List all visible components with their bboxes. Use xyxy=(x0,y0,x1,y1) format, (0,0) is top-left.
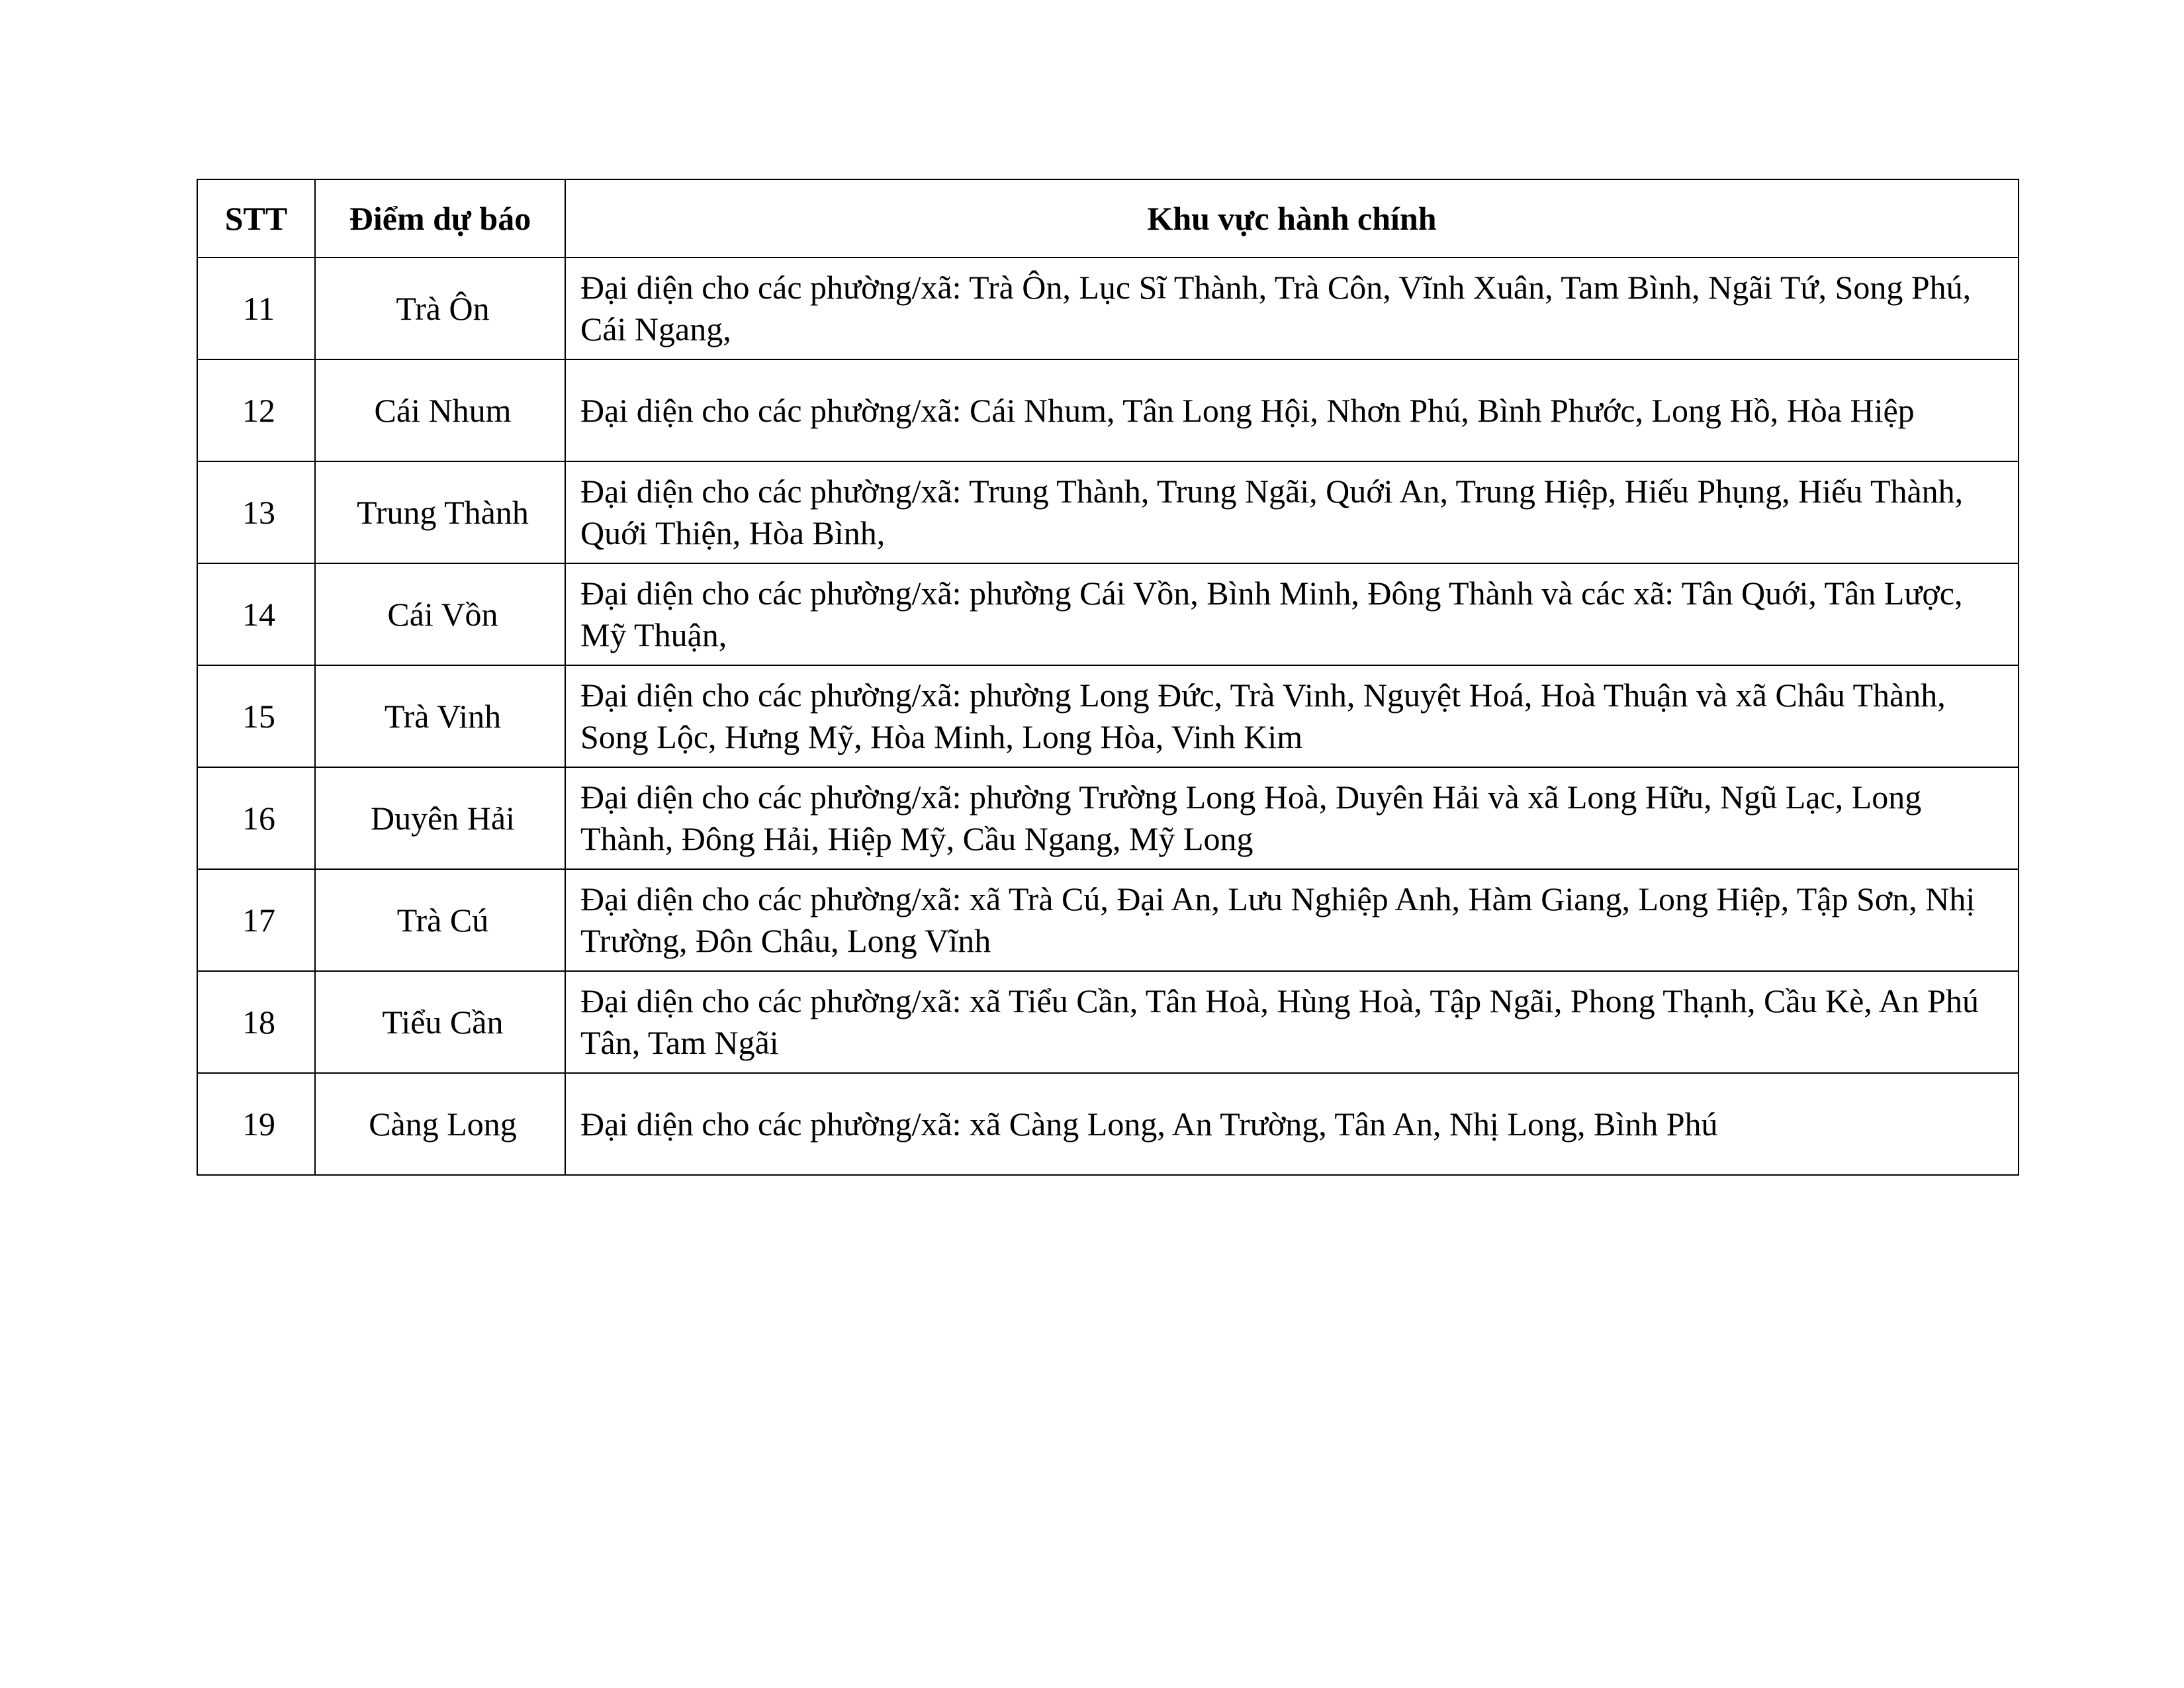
table-row xyxy=(197,461,2019,563)
row-administrative-area: Đại diện cho các phường/xã: xã Càng Long, An Trường, Tân An, Nhị Long, Bình Phú xyxy=(565,1073,2019,1175)
row-forecast-point: Cái Nhum xyxy=(315,359,565,461)
table-row xyxy=(197,971,2019,1073)
row-stt: 13 xyxy=(197,461,315,563)
row-stt: 15 xyxy=(197,665,315,767)
row-administrative-area: Đại diện cho các phường/xã: xã Tiểu Cần, Tân Hoà, Hùng Hoà, Tập Ngãi, Phong Thạnh, Cầu Kè, An Phú Tân, Tam Ngãi xyxy=(565,971,2019,1073)
row-stt: 11 xyxy=(197,258,315,359)
row-forecast-point: Trà Cú xyxy=(315,869,565,971)
row-forecast-point: Càng Long xyxy=(315,1073,565,1175)
row-stt: 18 xyxy=(197,971,315,1073)
table-row xyxy=(197,563,2019,665)
row-forecast-point: Cái Vồn xyxy=(315,563,565,665)
row-administrative-area: Đại diện cho các phường/xã: phường Long Đức, Trà Vinh, Nguyệt Hoá, Hoà Thuận và xã Châu Thành, Song Lộc, Hưng Mỹ, Hòa Minh, Long Hòa, Vinh Kim xyxy=(565,665,2019,767)
forecast-points-table xyxy=(197,179,2019,1176)
row-stt: 14 xyxy=(197,563,315,665)
row-administrative-area: Đại diện cho các phường/xã: Trung Thành, Trung Ngãi, Quới An, Trung Hiệp, Hiếu Phụng, Hiếu Thành, Quới Thiện, Hòa Bình, xyxy=(565,461,2019,563)
row-administrative-area: Đại diện cho các phường/xã: Trà Ôn, Lục Sĩ Thành, Trà Côn, Vĩnh Xuân, Tam Bình, Ngãi Tứ, Song Phú, Cái Ngang, xyxy=(565,258,2019,359)
row-forecast-point: Trà Vinh xyxy=(315,665,565,767)
row-forecast-point: Duyên Hải xyxy=(315,767,565,869)
table-row xyxy=(197,359,2019,461)
row-stt: 19 xyxy=(197,1073,315,1175)
row-forecast-point: Trung Thành xyxy=(315,461,565,563)
row-administrative-area: Đại diện cho các phường/xã: phường Cái Vồn, Bình Minh, Đông Thành và các xã: Tân Quới, Tân Lược, Mỹ Thuận, xyxy=(565,563,2019,665)
table-body xyxy=(197,258,2019,1175)
header-stt: STT xyxy=(197,179,315,258)
table-row xyxy=(197,767,2019,869)
table-row xyxy=(197,869,2019,971)
row-administrative-area: Đại diện cho các phường/xã: Cái Nhum, Tân Long Hội, Nhơn Phú, Bình Phước, Long Hồ, Hòa Hiệp xyxy=(565,359,2019,461)
row-administrative-area: Đại diện cho các phường/xã: phường Trường Long Hoà, Duyên Hải và xã Long Hữu, Ngũ Lạc, Long Thành, Đông Hải, Hiệp Mỹ, Cầu Ngang, Mỹ Long xyxy=(565,767,2019,869)
table-row xyxy=(197,1073,2019,1175)
row-stt: 17 xyxy=(197,869,315,971)
table-row xyxy=(197,258,2019,359)
header-administrative-area: Khu vực hành chính xyxy=(565,179,2019,258)
row-stt: 16 xyxy=(197,767,315,869)
header-row xyxy=(197,179,2019,258)
row-stt: 12 xyxy=(197,359,315,461)
row-forecast-point: Trà Ôn xyxy=(315,258,565,359)
row-administrative-area: Đại diện cho các phường/xã: xã Trà Cú, Đại An, Lưu Nghiệp Anh, Hàm Giang, Long Hiệp, Tập Sơn, Nhị Trường, Đôn Châu, Long Vĩnh xyxy=(565,869,2019,971)
table-header xyxy=(197,179,2019,258)
table-row xyxy=(197,665,2019,767)
row-forecast-point: Tiểu Cần xyxy=(315,971,565,1073)
header-forecast-point: Điểm dự báo xyxy=(315,179,565,258)
